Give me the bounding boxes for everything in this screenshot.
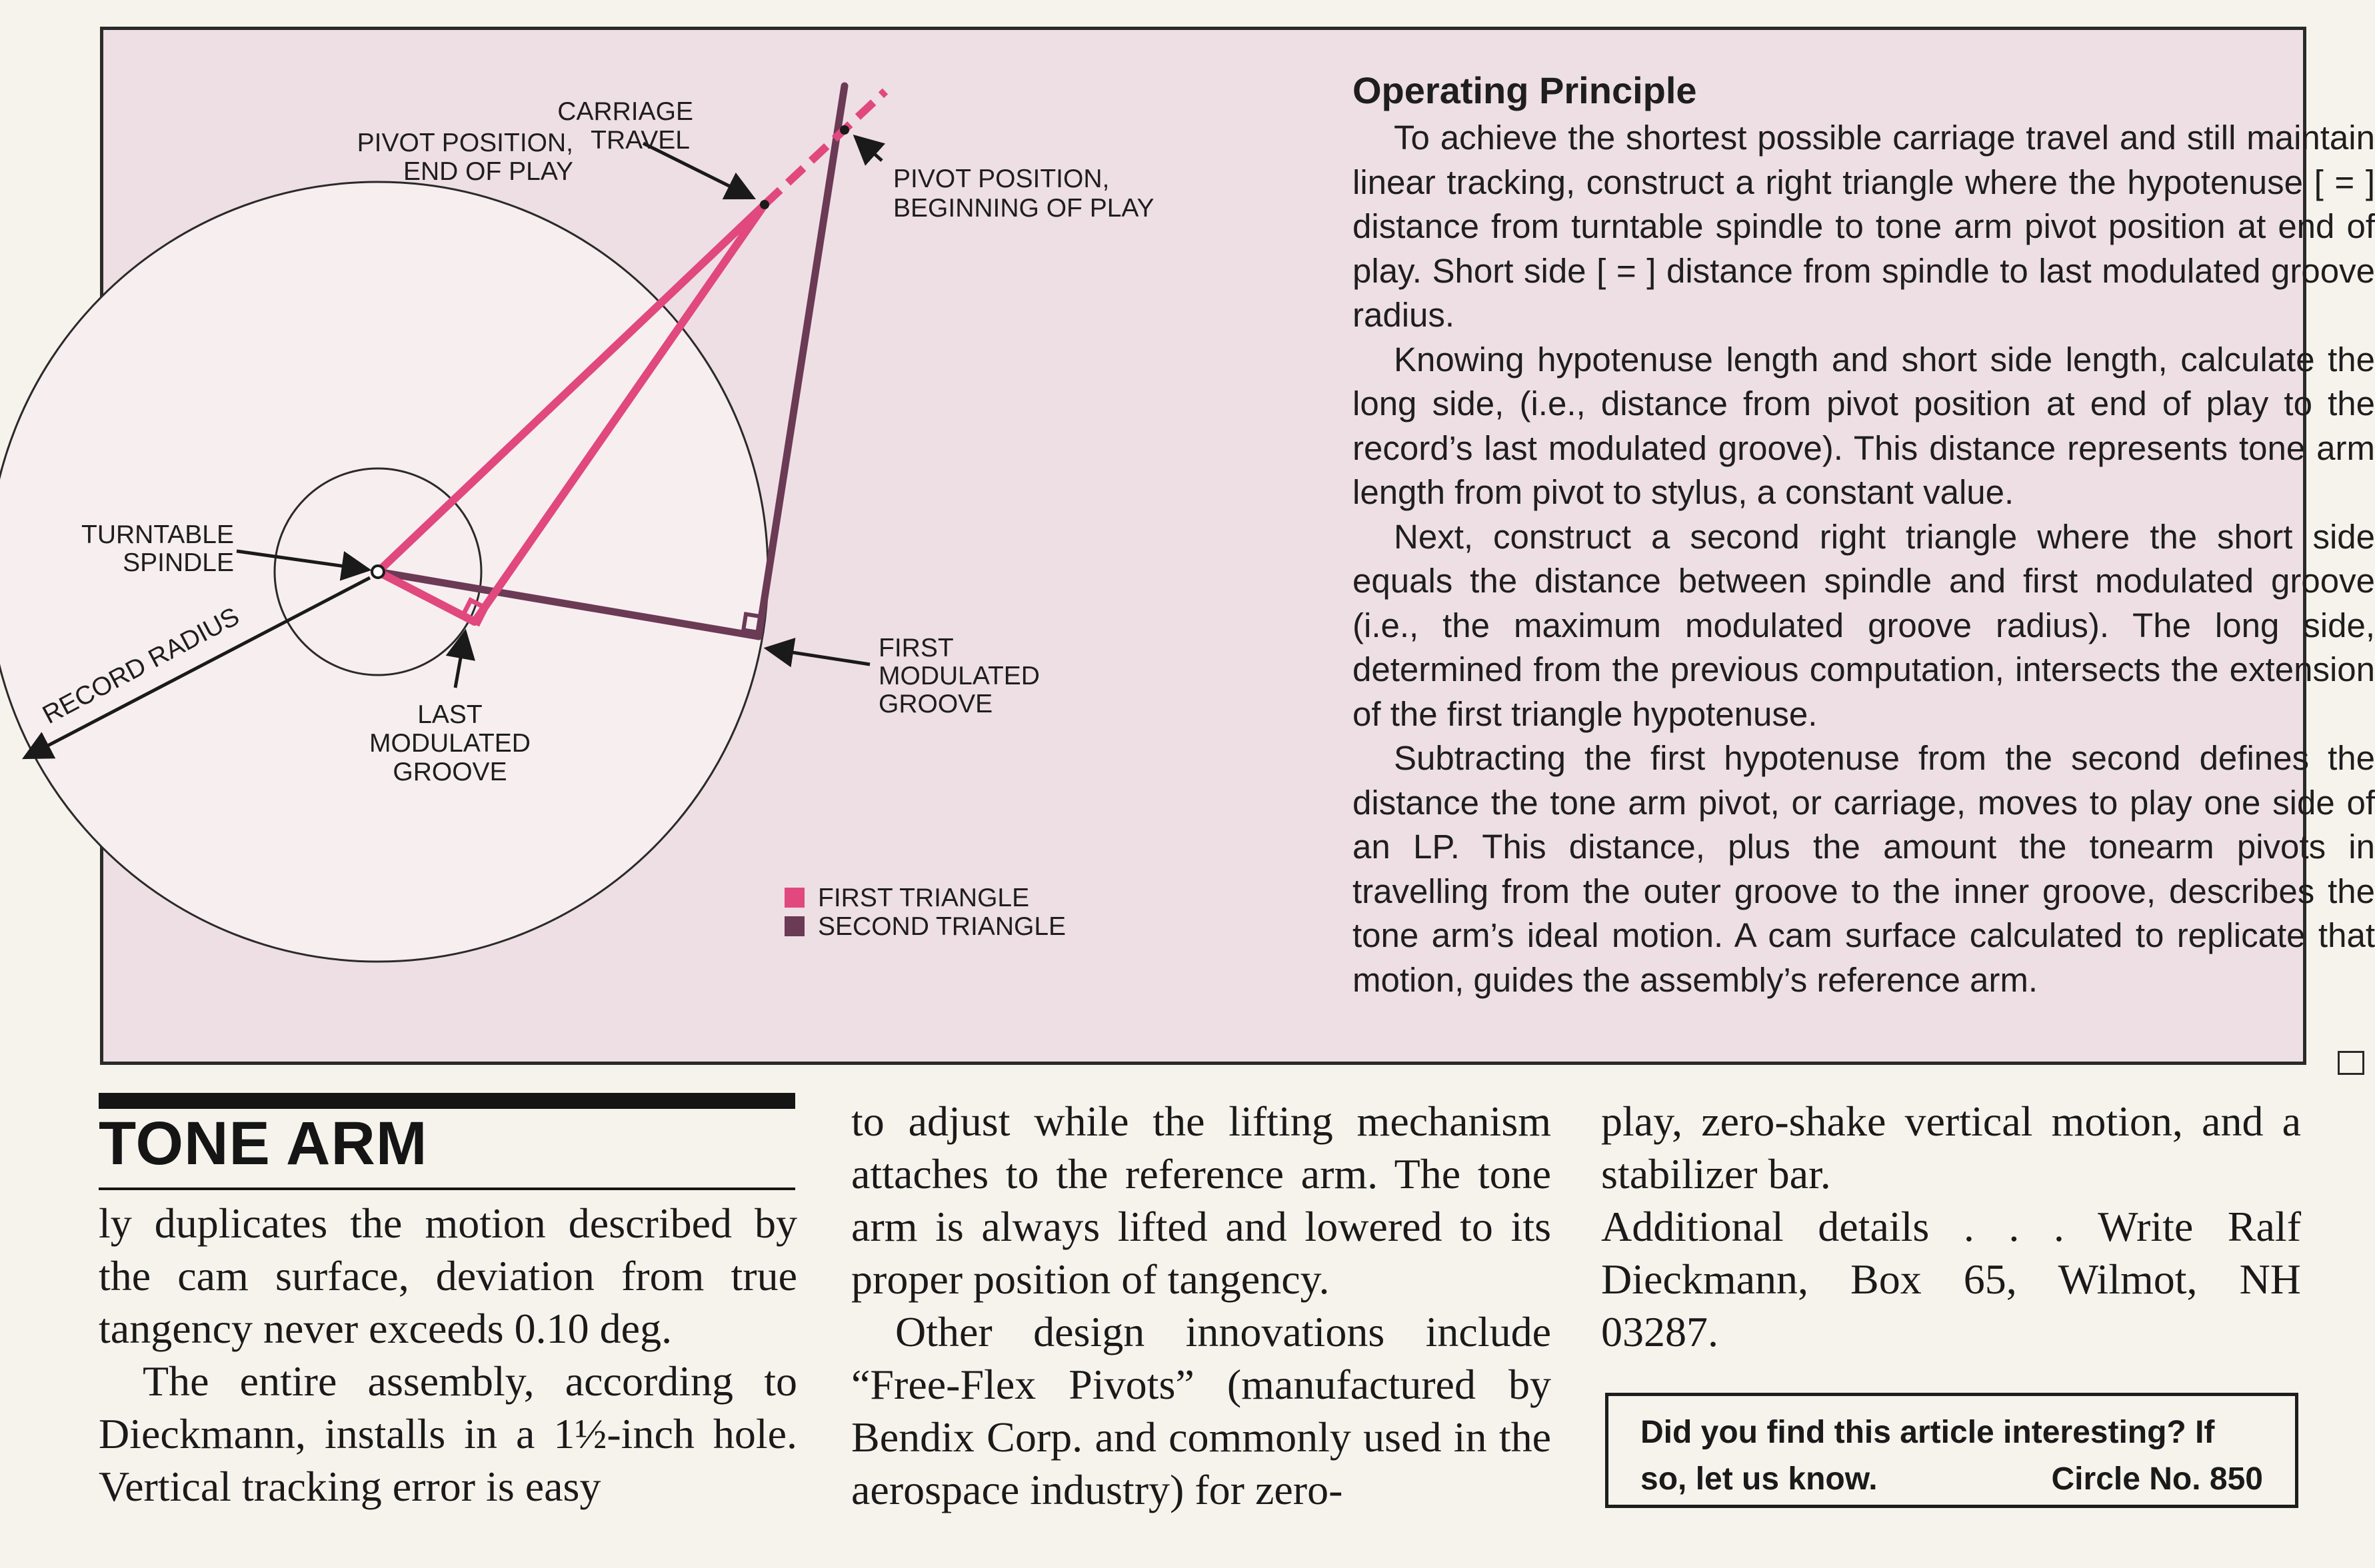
turntable-label-1: TURNTABLE [81,520,234,549]
pivot-end-dot [760,200,769,209]
section-rule [99,1187,795,1190]
principle-paragraph: To achieve the shortest possible carriage travel and still maintain linear tracking, construct a right triangle where the hypotenuse [ = ] distance from turntable spindle to tone arm pivot position at end of play. Short side [ = ] distance from spindle to last modulated groove radius. [1352,119,2375,334]
callout-line-2: so, let us know. [1640,1461,1878,1497]
principle-paragraph: Next, construct a second right triangle where the short side equals the distance between spindle and first modulated groove (i.e., the maximum modulated groove radius). The long side, determined from the previous computation, intersects the extension of the first triangle hypotenuse. [1352,517,2375,733]
operating-principle-text [1352,69,2375,1002]
callout-line-1: Did you find this article interesting? If [1640,1415,2215,1450]
first-groove-label-3: GROOVE [879,690,993,718]
operating-principle-figure [38,27,2375,1065]
principle-paragraph: Knowing hypotenuse length and short side length, calculate the long side, (i.e., distance from pivot position at end of play to the record’s last modulated groove). This distance represents tone arm length from pivot to stylus, a constant value. [1352,340,2375,511]
record-radius-label: RECORD RADIUS [38,602,245,730]
article-paragraph: play, zero-shake vertical motion, and a stabilizer bar. [1601,1098,2301,1197]
end-of-sidebar-mark [2338,1051,2364,1075]
last-groove-label-3: GROOVE [393,758,507,786]
pivot-end-label-1: PIVOT POSITION, [357,129,573,157]
tone-arm-geometry-diagram [38,30,1343,1063]
first-groove-label-1: FIRST [879,634,954,662]
pivot-begin-arrow [855,137,882,161]
last-groove-label-1: LAST [417,700,483,729]
first-groove-arrow [767,648,870,664]
circle-number: Circle No. 850 [2051,1461,2263,1497]
article-paragraph: Other design innovations include “Free-Flex Pivots” (manufactured by Bendix Corp. and commonly used in the aerospace industry) for zero- [851,1308,1551,1513]
article-paragraph: The entire assembly, according to Dieckmann, installs in a 1½-inch hole. Vertical tracking error is easy [99,1357,797,1510]
legend [785,884,1066,941]
pivot-end-label-2: END OF PLAY [403,157,573,186]
principle-paragraph: Subtracting the first hypotenuse from the second defines the distance the tone arm pivot, or carriage, moves to play one side of an LP. This distance, plus the amount the tonearm pivots in travelling from the outer groove to the inner groove, describes the tone arm’s ideal motion. A cam surface calculated to replicate that motion, guides the assembly’s reference arm. [1352,739,2375,999]
article-paragraph: to adjust while the lifting mechanism attaches to the reference arm. The tone arm is always lifted and lowered to its proper position of tangency. [851,1098,1551,1303]
section-bar [99,1093,795,1109]
section-title: TONE ARM [99,1110,428,1177]
article-paragraph: Additional details . . . Write Ralf Dieckmann, Box 65, Wilmot, NH 03287. [1601,1203,2301,1355]
pivot-begin-label-2: BEGINNING OF PLAY [893,194,1155,223]
first-groove-label-2: MODULATED [879,662,1040,690]
turntable-spindle-dot [372,566,384,578]
legend-swatch-first [785,888,805,908]
legend-swatch-second [785,916,805,936]
legend-label-first: FIRST TRIANGLE [818,884,1030,912]
reader-feedback-callout [1605,1393,2298,1508]
article-column-3 [1601,1095,2301,1358]
pivot-begin-dot [840,125,849,135]
pivot-begin-label-1: PIVOT POSITION, [893,165,1110,193]
turntable-label-2: SPINDLE [123,548,234,577]
operating-principle-title: Operating Principle [1352,69,1697,111]
article-paragraph: ly duplicates the motion described by the cam surface, deviation from true tangency never exceeds 0.10 deg. [99,1199,797,1352]
carriage-travel-label-1: CARRIAGE [557,97,693,126]
last-groove-label-2: MODULATED [369,729,531,758]
carriage-travel-label-2: TRAVEL [591,126,690,155]
article-column-1 [99,1197,797,1513]
article-column-2 [851,1095,1551,1516]
legend-label-second: SECOND TRIANGLE [818,912,1067,941]
